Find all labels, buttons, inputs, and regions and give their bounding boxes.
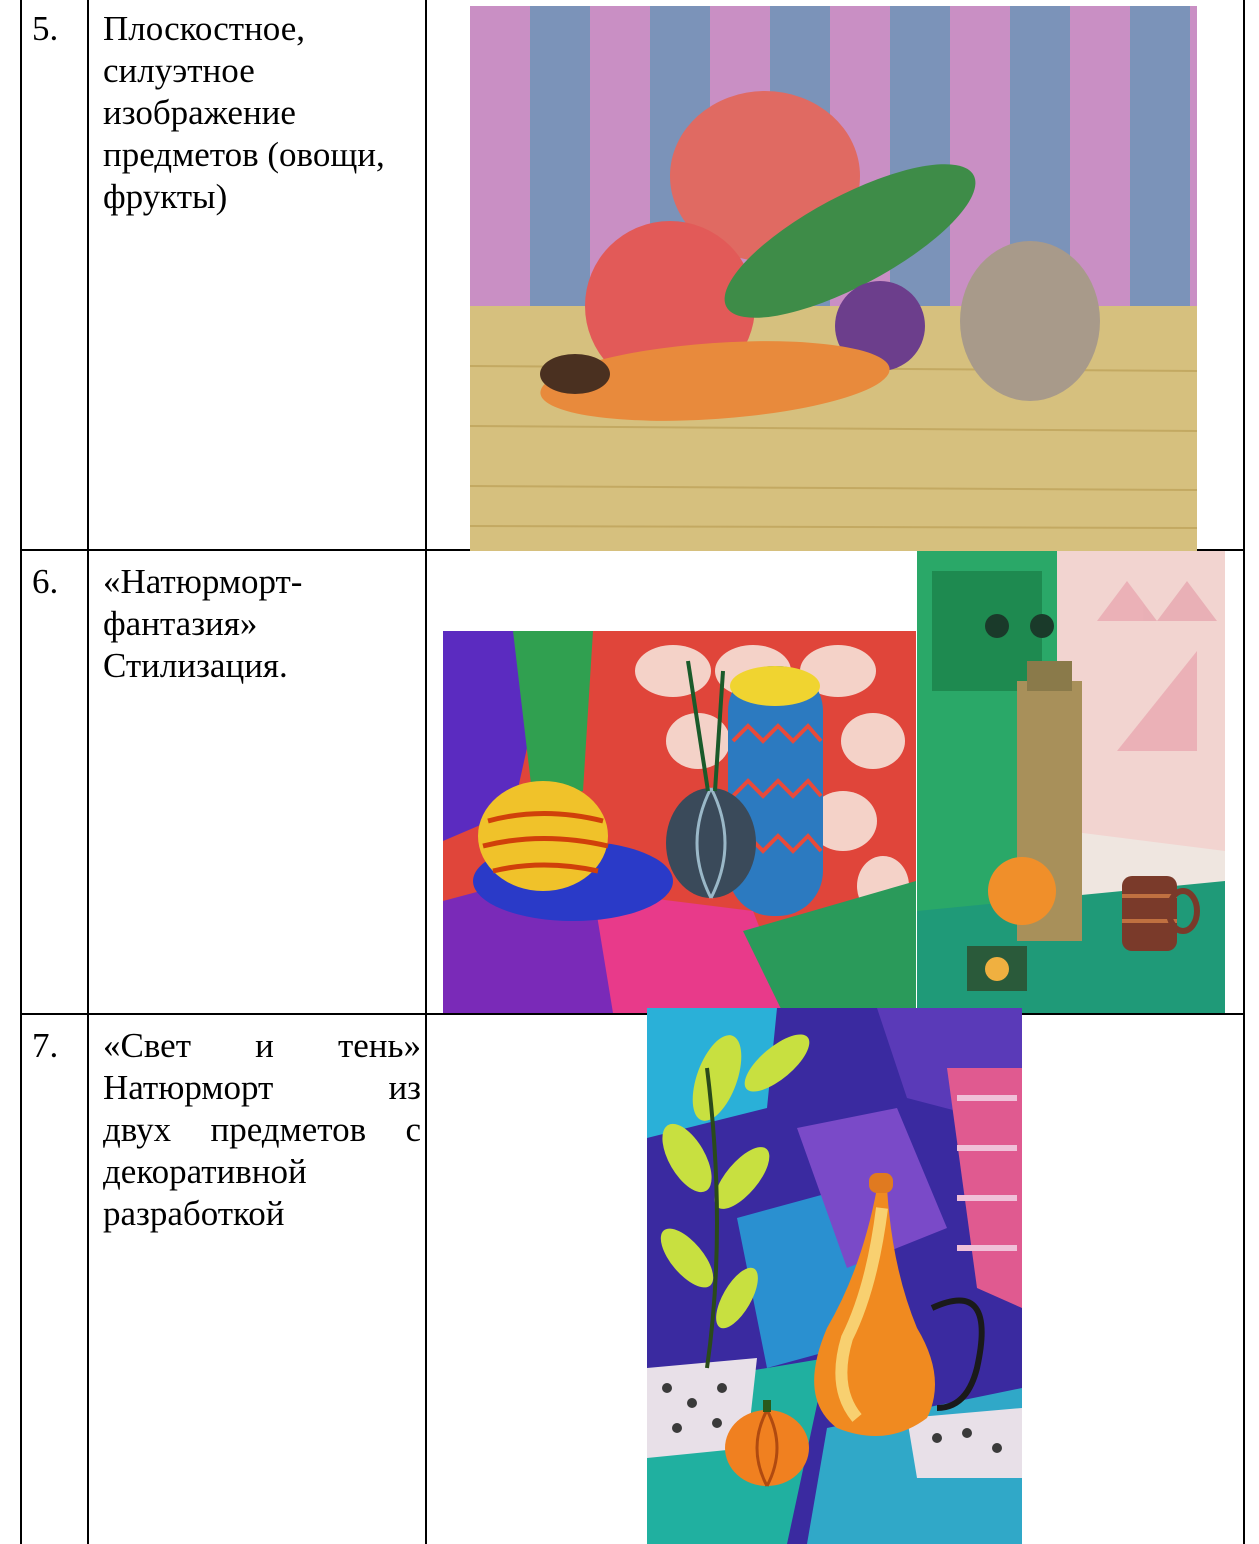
- row-number: 7.: [32, 1026, 59, 1065]
- description-line: разработкой: [103, 1194, 285, 1233]
- table-col-divider-1: [87, 0, 89, 1544]
- description-line: изображение: [103, 93, 296, 132]
- table-border-left: [20, 0, 22, 1544]
- table-row-divider-2: [20, 1013, 1245, 1015]
- description-line: Плоскостное,: [103, 9, 306, 48]
- description-line: фантазия»: [103, 604, 258, 643]
- drawing-green-still-life-mug: [917, 551, 1225, 1013]
- table-col-divider-2: [425, 0, 427, 1544]
- description-line: Натюрморт из: [103, 1068, 421, 1107]
- row-number: 6.: [32, 562, 59, 601]
- row-description: [103, 8, 421, 218]
- drawing-light-shadow-jug-pumpkin: [647, 1008, 1022, 1544]
- table-border-right: [1243, 0, 1245, 1544]
- drawing-fantasy-still-life-vase: [443, 631, 916, 1013]
- description-line: декоративной: [103, 1152, 307, 1191]
- description-line: предметов (овощи,: [103, 135, 385, 174]
- description-line: фрукты): [103, 177, 228, 216]
- drawing-vegetables-still-life: [470, 6, 1197, 551]
- description-line: двух предметов с: [103, 1110, 421, 1149]
- description-line: Стилизация.: [103, 646, 288, 685]
- row-number: 5.: [32, 9, 59, 48]
- row-description: [103, 1025, 421, 1235]
- description-line: силуэтное: [103, 51, 255, 90]
- description-line: «Свет и тень»: [103, 1026, 421, 1065]
- description-line: «Натюрморт-: [103, 562, 303, 601]
- row-description: [103, 561, 421, 687]
